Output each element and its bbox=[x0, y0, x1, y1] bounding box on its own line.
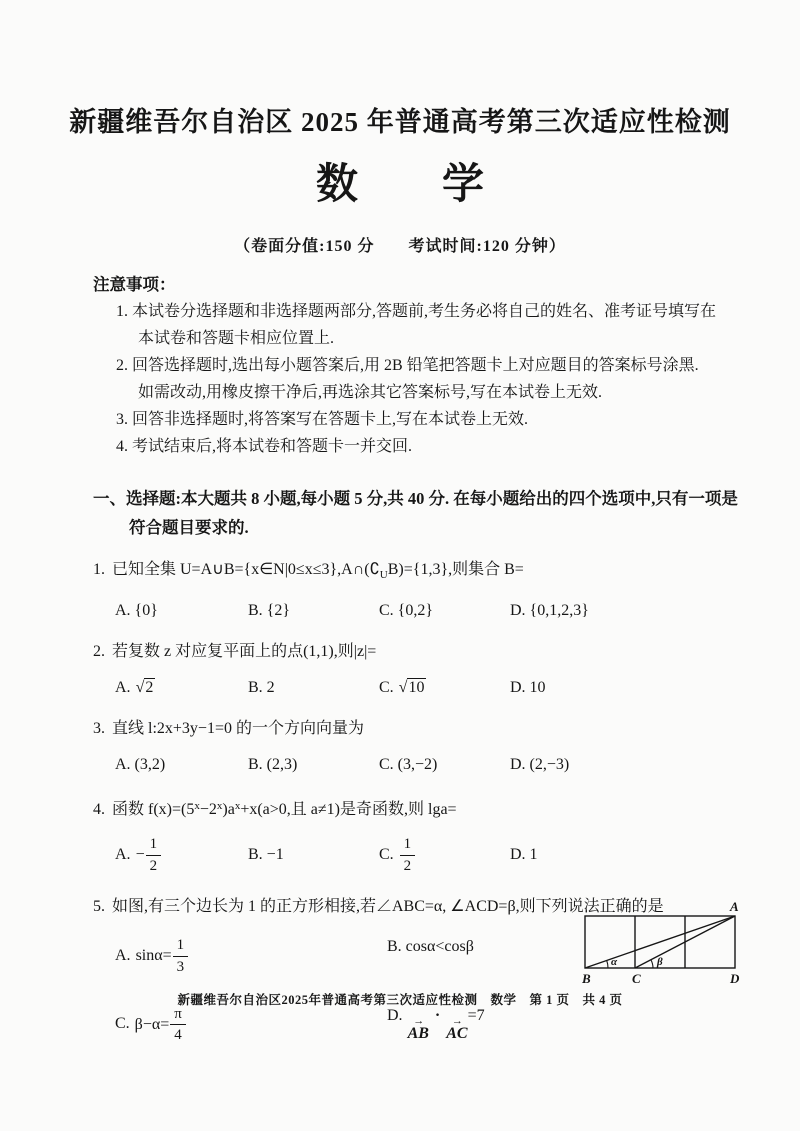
option-a bbox=[115, 831, 248, 879]
stem-text: 若复数 z 对应复平面上的点(1,1),则|z|= bbox=[112, 643, 377, 660]
option-c: C. {0,2} bbox=[379, 602, 434, 619]
section-1-heading bbox=[93, 484, 756, 542]
section-heading-line: 符合题目要求的. bbox=[129, 518, 249, 537]
question-3 bbox=[93, 716, 756, 778]
question-4 bbox=[93, 793, 756, 879]
question-5-figure bbox=[582, 900, 760, 996]
question-4-stem bbox=[93, 793, 756, 823]
numerator: 1 bbox=[173, 936, 189, 957]
denominator: 4 bbox=[174, 1027, 182, 1044]
notice-section bbox=[93, 272, 756, 460]
figure-label-alpha: α bbox=[611, 956, 618, 968]
fraction bbox=[400, 835, 416, 876]
figure-label-A: A bbox=[730, 900, 739, 914]
angle-arc-alpha bbox=[607, 960, 608, 968]
stem-text: +x(a>0,且 a≠1)是奇函数,则 lga= bbox=[240, 801, 457, 818]
question-3-stem bbox=[93, 716, 756, 742]
notice-line: 2. 回答选择题时,选出每小题答案后,用 2B 铅笔把答题卡上对应题目的答案标号涂黑. bbox=[116, 357, 699, 374]
option-a: A. (3,2) bbox=[115, 756, 166, 773]
subject-title: 数 学 bbox=[315, 162, 484, 208]
minus-sign: − bbox=[135, 846, 145, 863]
option-c: C. (3,−2) bbox=[379, 756, 438, 773]
exponent-x: x bbox=[194, 800, 200, 812]
fraction bbox=[146, 835, 162, 876]
option-d: D. (2,−3) bbox=[510, 756, 570, 773]
question-2-stem bbox=[93, 639, 756, 665]
option-b: B. {2} bbox=[248, 602, 291, 619]
question-1-stem bbox=[93, 557, 756, 588]
expression-text: β−α= bbox=[134, 1015, 170, 1033]
notice-heading: 注意事项： bbox=[93, 275, 176, 294]
vector-arrow-icon: → bbox=[451, 1014, 462, 1027]
option-label: D. bbox=[387, 1006, 403, 1024]
option-c bbox=[115, 1003, 387, 1048]
radicand: 10 bbox=[408, 679, 425, 696]
option-d: D. {0,1,2,3} bbox=[510, 602, 589, 619]
option-label: A. bbox=[115, 946, 131, 964]
sqrt-expression bbox=[136, 678, 156, 696]
notice-line: 3. 回答非选择题时,将答案写在答题卡上,写在本试卷上无效. bbox=[116, 411, 529, 428]
option-b: B. −1 bbox=[248, 846, 284, 863]
option-c bbox=[379, 831, 510, 879]
option-label: A. bbox=[115, 846, 131, 863]
question-4-options bbox=[93, 831, 756, 879]
dot-product-operator: · bbox=[434, 1006, 441, 1024]
option-label: C. bbox=[379, 846, 394, 863]
option-label: C. bbox=[379, 679, 394, 696]
sqrt-expression bbox=[399, 678, 427, 696]
radicand: 2 bbox=[145, 679, 154, 696]
option-d: D. 10 bbox=[510, 679, 546, 696]
question-1 bbox=[93, 557, 756, 624]
option-b: B. 2 bbox=[248, 679, 275, 696]
section-heading-line: 一、选择题:本大题共 8 小题,每小题 5 分,共 40 分. 在每小题给出的四个选项中,只有一项是 bbox=[93, 489, 738, 508]
vector-name: AC bbox=[446, 1024, 468, 1042]
figure-label-C: C bbox=[632, 971, 641, 986]
option-d: D. 1 bbox=[510, 846, 538, 863]
figure-label-beta: β bbox=[657, 956, 663, 968]
question-number: 3. bbox=[93, 720, 105, 737]
option-c bbox=[379, 675, 510, 701]
vector-arrow-icon: → bbox=[413, 1014, 424, 1027]
option-a bbox=[115, 675, 248, 701]
notice-line: 如需改动,用橡皮擦干净后,再选涂其它答案标号,写在本试卷上无效. bbox=[138, 384, 603, 401]
angle-arc-beta bbox=[651, 960, 653, 968]
notice-line: 1. 本试卷分选择题和非选择题两部分,答题前,考生务必将自己的姓名、准考证号填写在 bbox=[116, 303, 717, 320]
exam-meta-line: （卷面分值:150 分 考试时间:120 分钟） bbox=[234, 238, 566, 255]
vector-ab bbox=[407, 1014, 429, 1042]
option-label: C. bbox=[115, 1015, 130, 1033]
option-label: A. bbox=[115, 679, 131, 696]
numerator: 1 bbox=[146, 835, 162, 856]
option-b: B. cosα<cosβ bbox=[387, 938, 474, 955]
question-5 bbox=[93, 894, 756, 1047]
option-d bbox=[387, 1003, 607, 1048]
page-title: 新疆维吾尔自治区 2025 年普通高考第三次适应性检测 bbox=[69, 107, 731, 137]
denominator: 3 bbox=[176, 958, 185, 975]
stem-text: −2 bbox=[199, 801, 217, 818]
stem-text: B)={1,3},则集合 B= bbox=[387, 561, 524, 578]
exponent-x: x bbox=[216, 800, 223, 812]
exponent-x: x bbox=[234, 800, 241, 812]
expression-text: =7 bbox=[467, 1006, 485, 1024]
sqrt-sign: √ bbox=[135, 679, 145, 696]
figure-label-D: D bbox=[730, 971, 740, 986]
notice-line: 4. 考试结束后,将本试卷和答题卡一并交回. bbox=[116, 438, 413, 455]
stem-text: 已知全集 U=A∪B={x∈N|0≤x≤3},A∩(∁ bbox=[112, 561, 380, 578]
question-number: 4. bbox=[93, 801, 105, 818]
question-number: 5. bbox=[93, 898, 105, 915]
stem-text: 函数 f(x)=(5 bbox=[112, 801, 195, 818]
subscript-u: U bbox=[379, 569, 388, 581]
denominator: 2 bbox=[149, 857, 158, 874]
question-number: 2. bbox=[93, 643, 105, 660]
fraction bbox=[173, 936, 189, 977]
question-number: 1. bbox=[93, 561, 105, 578]
expression-text: sinα= bbox=[135, 946, 172, 964]
option-b: B. (2,3) bbox=[248, 756, 298, 773]
question-3-options bbox=[93, 752, 756, 778]
sqrt-sign: √ bbox=[398, 679, 408, 696]
page-body bbox=[0, 272, 800, 1047]
denominator: 2 bbox=[403, 857, 412, 874]
option-a: A. {0} bbox=[115, 602, 158, 619]
stem-text: 如图,有三个边长为 1 的正方形相接,若∠ABC=α, ∠ACD=β,则下列说法正确的是 bbox=[112, 898, 664, 915]
option-a bbox=[115, 934, 387, 979]
vector-ac bbox=[446, 1014, 468, 1042]
figure-label-B: B bbox=[582, 971, 591, 986]
page-footer: 新疆维吾尔自治区2025年普通高考第三次适应性检测 数学 第 1 页 共 4 页 bbox=[177, 993, 623, 1007]
question-2-options bbox=[93, 675, 756, 701]
question-1-options bbox=[93, 598, 756, 624]
stem-text: )a bbox=[222, 801, 235, 818]
numerator: 1 bbox=[400, 835, 416, 856]
notice-line: 本试卷和答题卡相应位置上. bbox=[138, 330, 335, 347]
fraction bbox=[170, 1005, 186, 1046]
numerator: π bbox=[170, 1005, 186, 1026]
vector-name: AB bbox=[407, 1024, 429, 1042]
stem-text: 直线 l:2x+3y−1=0 的一个方向向量为 bbox=[112, 720, 364, 737]
question-2 bbox=[93, 639, 756, 701]
